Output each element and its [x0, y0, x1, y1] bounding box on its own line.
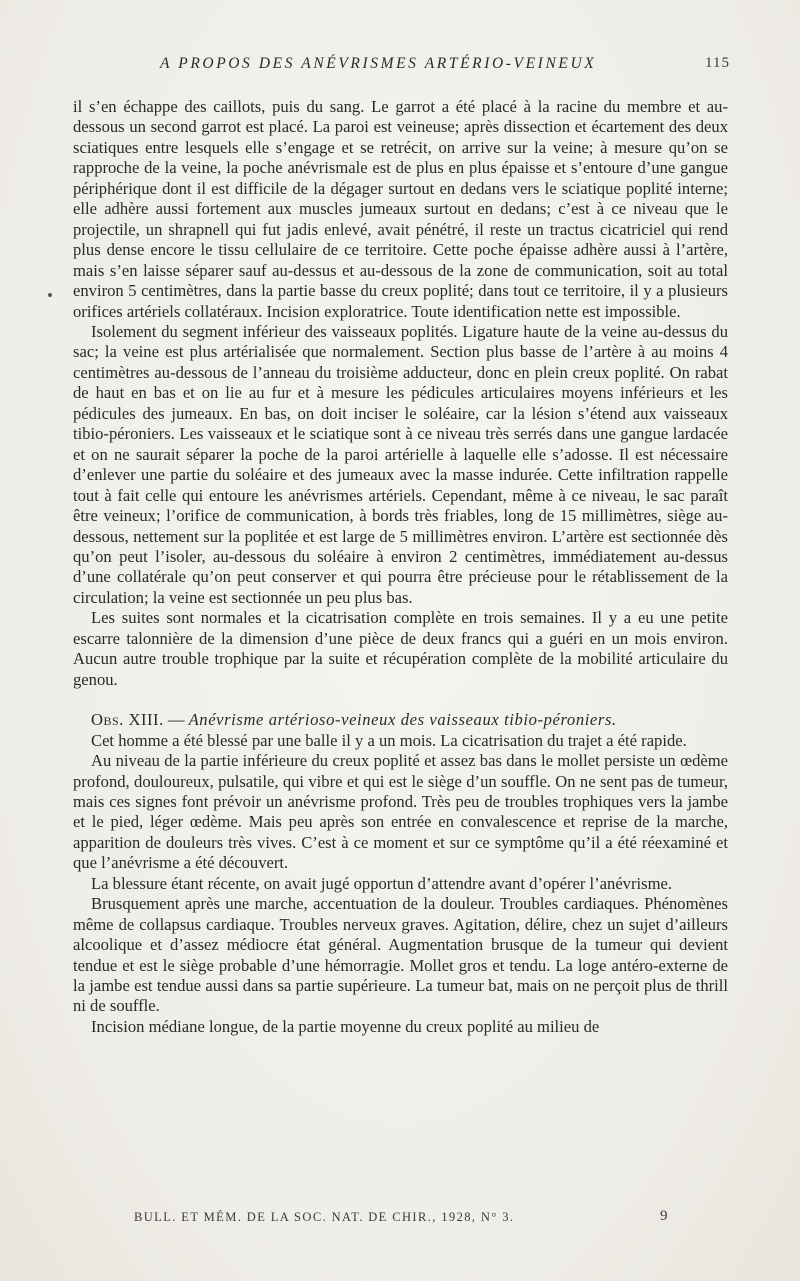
paragraph: il s’en échappe des caillots, puis du sang. Le garrot a été placé à la racine du membre et au-dessous un second garrot est placé. La paroi est veineuse; après dissection et écartement des deux sciatiques entre lesquels elle s’engage et se retrécit, on arrive sur la veine; à mesure qu’on se rapproche de la veine, la poche anévrismale est de plus en plus épaisse et s’entoure d’une gangue périphérique dont il est difficile de la dégager surtout en dedans vers le sciatique poplité interne; elle adhère aussi fortement aux muscles jumeaux surtout en dedans; c’est à ce niveau que le projectile, un shrapnell qui fut jadis enlevé, avait pénétré, il reste un tractus cicatriciel qui rend plus dense encore le tissu cellulaire de ce territoire. Cette poche épaisse adhère aussi à l’artère, mais s’en laisse séparer sauf au-dessus et au-dessous de la zone de communication, soit au total environ 5 centimètres, dans la partie basse du creux poplité; dans tout ce territoire, il y a plusieurs orifices artériels collatéraux. Incision exploratrice. Toute identification nette est impossible.	[73, 97, 728, 321]
paragraph: Incision médiane longue, de la partie moyenne du creux poplité au milieu de	[91, 1016, 600, 1036]
paragraph: Les suites sont normales et la cicatrisation complète en trois semaines. Il y a eu une petite escarre talonnière de la dimension d’une pièce de deux francs qui a guéri en un mois environ. Aucun autre trouble trophique par la suite et récupération complète de la mobilité articulaire du genou.	[73, 608, 728, 689]
page-number: 115	[705, 55, 730, 71]
signature-mark: 9	[660, 1208, 668, 1224]
paragraph: Au niveau de la partie inférieure du creux poplité et assez bas dans le mollet persiste un œdème profond, douloureux, pulsatile, qui vibre et qui est le siège d’un souffle. On ne sent pas de tumeur, mais ces signes font prévoir un anévrisme profond. Très peu de troubles trophiques vers la jambe et le pied, léger œdème. Mais peu après son entrée en convalescence et reprise de la marche, apparition de douleurs très vives. C’est à ce moment et sur ce symptôme qu’il a été réexaminé et que l’anévrisme a été découvert.	[73, 751, 728, 873]
running-head-title: A PROPOS DES ANÉVRISMES ARTÉRIO-VEINEUX	[160, 55, 597, 72]
observation-dash: —	[163, 710, 189, 730]
paragraph: Brusquement après une marche, accentuation de la douleur. Troubles cardiaques. Phénomènes même de collapsus cardiaque. Troubles nerveux graves. Agitation, délire, chez un sujet d’ailleurs alcoolique et d’assez médiocre état général. Augmentation brusque de la tumeur qui devient tendue et est le siège probable d’une hémorragie. Mollet gros et tendu. La loge antéro-externe de la jambe est tendue aussi dans sa partie supérieure. La tumeur bat, mais on ne perçoit plus de thrill ni de souffle.	[73, 894, 728, 1016]
footer	[0, 1208, 800, 1230]
journal-reference: BULL. ET MÉM. DE LA SOC. NAT. DE CHIR., 1928, N° 3.	[134, 1210, 515, 1224]
paragraph: La blessure étant récente, on avait jugé opportun d’attendre avant d’opérer l’anévrisme.	[91, 873, 672, 893]
observation-title: Anévrisme artérioso-veineux des vaisseaux tibio-péroniers.	[188, 710, 617, 730]
paragraph: Cet homme a été blessé par une balle il y a un mois. La cicatrisation du trajet a été rapide.	[91, 730, 687, 750]
observation-heading	[73, 710, 728, 730]
paragraph: Isolement du segment inférieur des vaisseaux poplités. Ligature haute de la veine au-dessus du sac; la veine est plus artérialisée que normalement. Section plus basse de l’artère à au moins 4 centimètres au-dessous de l’anneau du troisième adducteur, donc en plein creux poplité. On rabat de haut en bas et on lie au fur et à mesure les pédicules articulaires moyens inférieurs et les pédicules des jumeaux. En bas, on doit inciser le soléaire, car la lésion s’étend aux vaisseaux tibio-péroniers. Les vaisseaux et le sciatique sont à ce niveau très serrés dans une gangue lardacée et on ne saurait séparer la poche de la paroi artérielle à laquelle elle s’adosse. Il est nécessaire d’enlever une partie du soléaire et des jumeaux avec la masse indurée. Cette infiltration rappelle tout à fait celle qui entoure les anévrismes artériels. Cependant, même à ce niveau, le sac paraît être veineux; l’orifice de communication, à bords très friables, long de 15 millimètres, siège au-dessous, nettement sur la poplitée et est large de 5 millimètres environ. L’artère est sectionnée dès qu’on peut l’isoler, au-dessous du soléaire à environ 2 centimètres, immédiatement au-dessus d’une collatérale qu’on peut conserver et qui pourra être précieuse pour le rétablissement de la circulation; la veine est sectionnée un peu plus bas.	[73, 321, 728, 607]
margin-dot	[48, 293, 52, 297]
observation-label: Obs. XIII.	[91, 710, 164, 730]
body-text	[73, 97, 728, 1037]
running-head	[0, 55, 800, 75]
